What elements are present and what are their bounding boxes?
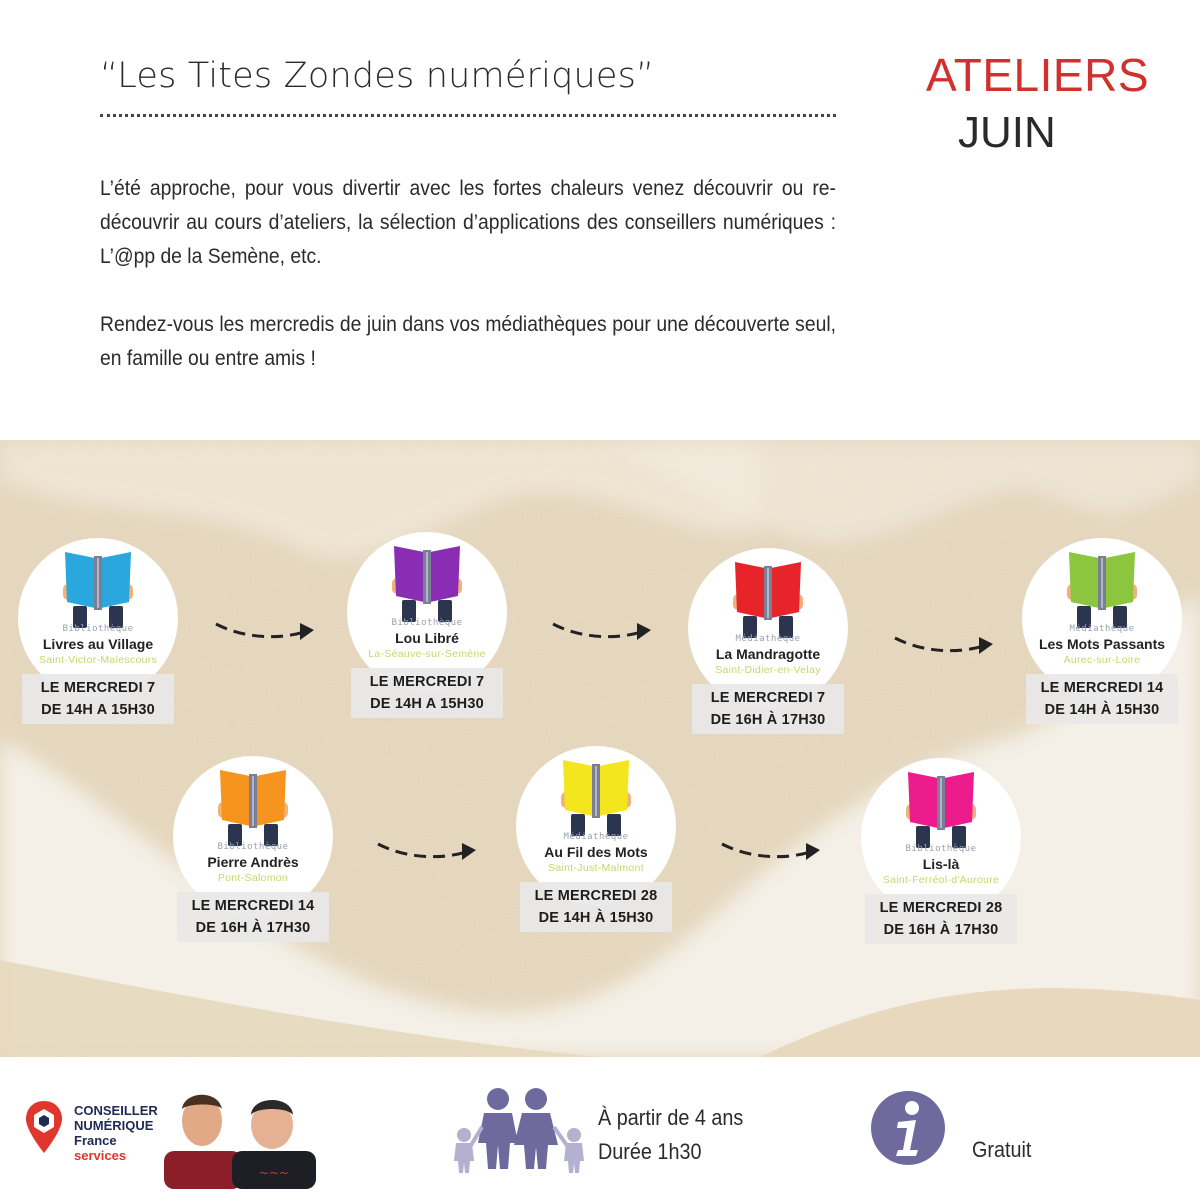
session-date — [520, 882, 672, 932]
library-town: Aurec-sur-Loire — [1063, 654, 1141, 666]
intro-text — [100, 172, 836, 410]
arrow-1-to-2 — [208, 610, 318, 650]
info-icon — [870, 1090, 946, 1166]
session-duration: Durée 1h30 — [598, 1139, 702, 1164]
session-time: DE 16H À 17H30 — [195, 920, 311, 936]
library-kind: Bibliothèque — [391, 618, 463, 628]
library-kind: Médiathèque — [563, 832, 629, 842]
advisors-photo — [158, 1081, 318, 1189]
page-title: “Les Tites Zondes numériques” — [100, 56, 655, 96]
library-name: La Mandragotte — [715, 646, 821, 662]
reading-book-icon — [55, 544, 141, 634]
arrow-3-to-4 — [887, 624, 997, 664]
library-name: Lis-là — [922, 856, 960, 872]
session-time: DE 14H À 15H30 — [1044, 702, 1160, 718]
session-date — [22, 674, 174, 724]
beach-background — [0, 440, 1200, 1057]
session-date — [177, 892, 329, 942]
reading-book-icon — [553, 752, 639, 842]
library-town: Pont-Salomon — [217, 872, 289, 884]
library-name: Au Fil des Mots — [544, 844, 648, 860]
reading-book-icon — [725, 554, 811, 644]
session-time: DE 14H À 15H30 — [538, 910, 654, 926]
price-label: Gratuit — [972, 1137, 1032, 1162]
svg-text:~~~: ~~~ — [258, 1166, 290, 1180]
conseiller-numerique-logo — [74, 1103, 158, 1163]
session-time: DE 16H À 17H30 — [710, 712, 826, 728]
session-day: LE MERCREDI 7 — [710, 690, 826, 706]
tag-ateliers: ATELIERS — [926, 49, 1149, 101]
reading-book-icon — [210, 762, 296, 852]
session-time: DE 14H A 15H30 — [41, 702, 155, 718]
tag-month: JUIN — [958, 108, 1056, 157]
library-town: Saint-Ferréol-d'Auroure — [882, 874, 1000, 886]
library-town: Saint-Didier-en-Velay — [715, 664, 821, 676]
footer — [0, 1057, 1200, 1197]
session-date — [1026, 674, 1178, 724]
session-day: LE MERCREDI 28 — [879, 900, 1003, 916]
session-day: LE MERCREDI 7 — [40, 680, 156, 696]
france-services-logo-icon — [24, 1099, 64, 1155]
session-date — [692, 684, 844, 734]
logo-line-2: NUMÉRIQUE — [74, 1118, 154, 1133]
session-time: DE 14H A 15H30 — [370, 696, 484, 712]
logo-line-3: France — [74, 1133, 117, 1148]
session-day: LE MERCREDI 14 — [1040, 680, 1164, 696]
library-kind: Médiathèque — [735, 634, 801, 644]
session-day: LE MERCREDI 14 — [191, 898, 315, 914]
arrow-5-to-6 — [370, 830, 480, 870]
session-date — [351, 668, 503, 718]
reading-book-icon — [384, 538, 470, 628]
session-date — [865, 894, 1017, 944]
session-time: DE 16H À 17H30 — [883, 922, 999, 938]
intro-paragraph-2: Rendez-vous les mercredis de juin dans vos médiathèques pour une découverte seul, en famille ou entre amis ! — [100, 313, 836, 370]
library-name: Pierre Andrès — [207, 854, 299, 870]
title-divider — [100, 114, 836, 117]
library-kind: Bibliothèque — [217, 842, 289, 852]
library-name: Les Mots Passants — [1038, 636, 1166, 652]
library-name: Lou Libré — [395, 630, 459, 646]
arrow-6-to-7 — [714, 830, 824, 870]
library-town: La-Séauve-sur-Semène — [368, 648, 486, 660]
library-kind: Médiathèque — [1069, 624, 1135, 634]
family-icon — [448, 1085, 594, 1173]
session-day: LE MERCREDI 7 — [369, 674, 485, 690]
reading-book-icon — [898, 764, 984, 854]
reading-book-icon — [1059, 544, 1145, 634]
library-name: Livres au Village — [42, 636, 154, 652]
intro-paragraph-1: L’été approche, pour vous divertir avec les fortes chaleurs venez découvrir ou re-découvrir au cours d’ateliers, la sélection d’applications des conseillers numériques : L’@pp de la Semène, etc. — [100, 177, 836, 268]
arrow-2-to-3 — [545, 610, 655, 650]
library-kind: Bibliothèque — [62, 624, 134, 634]
age-requirement: À partir de 4 ans — [598, 1105, 744, 1130]
logo-line-1: CONSEILLER — [74, 1103, 158, 1118]
logo-line-4: services — [74, 1148, 127, 1163]
library-town: Saint-Victor-Malescours — [38, 654, 158, 666]
library-kind: Bibliothèque — [905, 844, 977, 854]
age-and-duration — [598, 1101, 743, 1169]
library-town: Saint-Just-Malmont — [548, 862, 644, 874]
session-day: LE MERCREDI 28 — [534, 888, 658, 904]
